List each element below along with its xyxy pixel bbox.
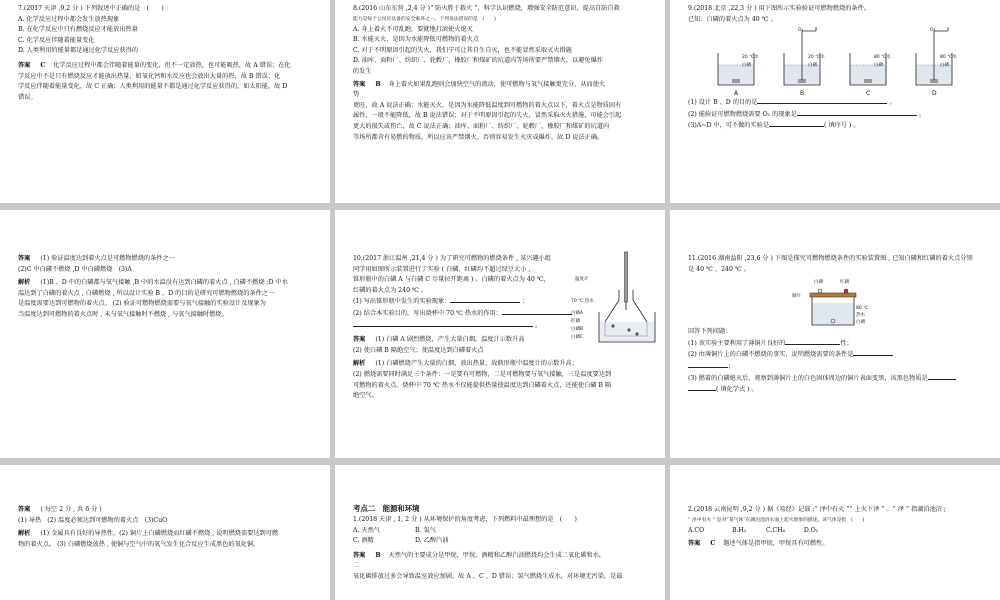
page-panel-6 (670, 210, 1000, 458)
answer-note: ( 每空 2 分 , 共 6 分 ) (40, 506, 102, 513)
q9-header: 9.(2018 北京 ,22,3 分 ) 用下图所示实验验证可燃物燃烧的条件。 (688, 5, 870, 12)
beaker-d-letter: D (932, 90, 937, 98)
explain-line: 天然气的主要成分是甲烷，甲烷、酒精和乙醇汽油燃烧均会生成二氧化碳和水， (388, 551, 606, 559)
q7-option-c: C. 化学反应伴随着能量变化 (18, 36, 95, 44)
page-panel-2 (335, 0, 665, 203)
explain-line: (1) 金属具有良好的导热性。(2) 铜片上白磷燃烧而红磷不燃烧 , 说明燃烧需要达到可燃 (40, 530, 279, 538)
beaker-b (784, 27, 825, 97)
explain-line: 势 (353, 91, 360, 99)
q11-part-1: (1) 该实验主要利用了薄铜片良好的 (688, 339, 786, 347)
explain-line: 是温度需要达到可燃物的着火点。 (2) 验证可燃物燃烧需要与氧气接触的实验设计及现象为 (18, 300, 266, 308)
q7-option-d: D. 人类利用的能量都是通过化学反应获得的 (18, 47, 139, 55)
explain-line: 更旺，故 A 说法正确；水能灭火，是因为水能降低温度到可燃物的着火点以下，着火点是物质固有 (353, 101, 622, 109)
beaker-d-gas: O₂ (930, 28, 936, 34)
q9-part-3: (3)A~D 中，可不做的实验是 (688, 122, 770, 130)
explain-line: 可燃物的着火点。烧杯中 70 ℃ 热水不仅能提供热量使温度达到白磷着火点，还能使白磷 B 隔 (353, 381, 612, 389)
white-a-label: 白磷A (571, 311, 584, 316)
answer-label: 答案 (688, 540, 701, 548)
q11-line: 是 40 ℃ 、240 ℃ 。 (688, 265, 750, 273)
explain-line: 氧化碳排放过多会导致温室效应加剧，故 A 、C 、D 错误；氢气燃烧生成水，对环境无污染，是最 (353, 572, 623, 580)
q1-option-a: A. 天然气 (353, 526, 380, 534)
q10-part-1: (1) 写出锥形瓶中发生的实验现象： (353, 298, 451, 306)
explain-label: 解析 (18, 279, 31, 287)
q10-line: 锥形瓶中的白磷 A 与白磷 C 尽量拉开距离 ) 。白磷的着火点为 40 ℃, (353, 276, 546, 284)
q1-option-c: C. 酒精 (353, 537, 374, 545)
white-c-label: 白磷C (571, 335, 584, 340)
flask-figure (571, 250, 661, 345)
answer-letter: C (710, 540, 716, 548)
explain-line: (2) 燃烧需要同时满足三个条件：一是要有可燃物，二是可燃物要与氧气接触，三是温度要达到 (353, 370, 612, 378)
copper-label: 铜片 (792, 294, 801, 300)
explain-line: 题述气体是指甲烷，甲烷具有可燃性。 (723, 540, 829, 548)
q8-header: 8.(2016 山东东营 ,2,4 分 )“ 防火胜于救火 ”，科学认识燃烧，增强安全防范意识，提高自防自救 (353, 5, 620, 12)
answer-line: (2) 使白磷 B 隔绝空气；使温度达到白磷着火点 (353, 346, 484, 354)
answer-label: 答案 (353, 551, 366, 559)
q11-line: 11.(2016 湖南益阳 ,23,6 分 ) 下图是探究可燃物燃烧条件的实验装置图 , 已知白磷和红磷的着火点分别 (688, 255, 973, 262)
q2-header: 2.(2018 云南昆明 ,9,2 分 ) 据《易经》记载 :“ 泽中有火 ”“ 上火下泽 ” 。“ 泽 ” 指湖泊池沼 ; (688, 506, 946, 513)
answer-letter: B (375, 551, 381, 559)
white-label: 白磷 (814, 280, 823, 286)
q8-subheader: 能力是每个公民应具备的安全素养之一。下列说法错误的是 ( ) (353, 16, 496, 22)
beaker-a-sublabel: 白磷 (742, 63, 751, 69)
q2-option-c: C.CH₄ (765, 526, 786, 534)
white2-label: 白磷 (856, 320, 865, 326)
answer-label: 答案 (18, 255, 31, 262)
explain-line: 物的着火点。 (3) 白磷燃烧放热 , 使铜与空气中的氧气发生化合反应生成黑色的氧化铜。 (18, 540, 260, 548)
beaker-b-gas: O₂ (798, 28, 804, 34)
q7-header: 7.(2017 天津 ,9,2 分 ) 下列叙述中正确的是 ( ) (18, 5, 164, 12)
answer-line: (2)C 中白磷不燃烧 ,D 中白磷燃烧 (3)A (18, 265, 132, 273)
q8-option-d: D. 油库、面粉厂、纺织厂、轮毂厂、橡胶厂和煤矿的坑道内等场所要严禁烟火，以避免爆炸 (353, 57, 603, 65)
q11-part-3b: ( 填化学式 ) 。 (716, 386, 758, 394)
q9-part-1: (1) 设计 B 、D 的目的是 (688, 99, 758, 107)
beaker-a (718, 53, 759, 97)
q2-option-b: B.H₂ (731, 526, 747, 534)
page-panel-5: 10.(2017 浙江温州 ,21,4 分 ) 为了研究可燃物的燃烧条件 , 某兴趣小组 同学用如图所示装置进行了实验 ( 白磷、红磷均不超过绿豆大小 , 锥形瓶中的白磷 A 与白磷 C 尽量拉开距离 ) 。白磷的着火点为 40 ℃, 红磷的着火点为 240 ℃ 。 (1) 写出锥形瓶中发生的实验现象： ； (2) 结合本实验目的，写出烧杯中 70 ℃ 热水的作用： 。 温度计 70 ℃ 热水 白磷A 红磷 白磷B 白磷C 答案 (1) 白磷 A 剧烈燃烧，产生大量白烟，温度计示数升高 (2) 使白磷 B 隔绝空气；使温度达到白磷着火点 解析 (1) 白磷燃烧产生大量的白烟，放出热量，故瓶形瓶中温度计的示数升高； (2) 燃烧需要同时满足三个条件：一是要有可燃物，二是可燃物要与氧气接触，三是温度要达到 可燃物的着火点。烧杯中 70 ℃ 热水不仅能提供热量使温度达到白磷着火点，还能使白磷 B 隔 绝空气。 (335, 210, 665, 458)
q9-part-2: (2) 能验证可燃物燃烧需要 O (688, 110, 768, 118)
explain-line: (1)B 、D 中的白磷都与氧气接触 ,B 中的水温没有达到白磷的着火点 , 白磷不燃烧 ;D 中水 (40, 279, 288, 287)
q2-subheader: “ 泽中有火 ” 是对“某气体”在湖泊池沼水面上起火现象的描述。该气体是指 ( ) (688, 517, 865, 523)
beaker-b-letter: B (800, 90, 805, 98)
beaker-d-label: 80 ℃水 (940, 55, 957, 61)
answer-label: 答案 (353, 336, 366, 344)
q10-part-2: (2) 结合本实验目的，写出烧杯中 70 ℃ 热水的作用： (353, 309, 502, 317)
beaker-figure (706, 25, 966, 97)
water-label: 热水 (856, 313, 865, 319)
beaker-d (916, 27, 957, 97)
q11-part-2: (2) 由薄铜片上的白磷不燃烧的事实，说明燃烧需要的条件是 (688, 351, 854, 359)
explain-line: 身上着火如果乱跑则会加快空气的流动，使可燃物与氧气接触更充分，从而使火 (388, 80, 606, 88)
beaker-c (850, 53, 891, 97)
q9-part-3b: ( 填序号 ) 。 (824, 122, 860, 130)
q10-line: 10.(2017 浙江温州 ,21,4 分 ) 为了研究可燃物的燃烧条件 , 某兴趣小组 (353, 255, 552, 262)
page-panel-9 (670, 465, 1000, 600)
answer-line: (1) 验证温度达到着火点是可燃物燃烧的条件之一 (40, 255, 175, 262)
answer-line: (1) 导热 (2) 温度必须达到可燃物的着火点 (3)CuO (18, 516, 168, 524)
explain-line: 化学反应过程中都会伴随着能量的变化，但不一定放热，也可能吸热，故 A 错误；在化 (53, 61, 291, 69)
red-label: 红磷 (571, 319, 580, 324)
answer-intro: 回答下列问题： (688, 328, 732, 336)
white-b-label: 白磷B (571, 327, 584, 332)
answer-label: 答案 (18, 506, 31, 513)
explain-line: 更大的损失或伤亡，故 C 说法正确；油库、面粉厂、纺织厂、轮毂厂、橡胶厂和煤矿的坑道内 (353, 122, 610, 130)
page-panel-3: 9.(2018 北京 ,22,3 分 ) 用下图所示实验验证可燃物燃烧的条件。 已知：白磷的着火点为 40 ℃ 。 20 ℃水 白磷 A O₂ 20 ℃水 白磷 B 80 ℃水 白磷 C O₂ 80 ℃水 白磷 D (1) 设计 B 、D 的目的是 。 (2) 能验证可燃物燃烧需要 O₂ 的现象是 。 (3)A~D 中，可不做的实验是 ( 填序号 ) 。 (670, 0, 1000, 203)
hot-water-label: 80 ℃ (856, 306, 869, 312)
explain-line: 绝空气。 (353, 392, 378, 400)
page-panel-4 (0, 210, 330, 458)
q8-option-b: B. 水能灭火，是因为水能降低可燃物的着火点 (353, 36, 480, 44)
explain-label: 解析 (353, 360, 366, 368)
answer-letter: B (375, 80, 381, 88)
explain-line: 错误。 (18, 93, 37, 101)
q8-option-c: C. 对于不明原因引起的失火，我们宁可让其自生自灭，也不能冒然采取灭火措施 (353, 46, 572, 54)
page-panel-8 (335, 465, 665, 600)
thermometer-label: 温度计 (575, 277, 589, 282)
explain-line: 温达到了白磷的着火点 , 白磷燃烧 , 所以设计实验 B 、D 的目的是研究可燃物燃烧的条件之一 (18, 289, 275, 297)
answer-letter: C (40, 61, 46, 69)
q8-option-d-cont: 的发生 (353, 67, 372, 75)
beaker-d-sublabel: 白磷 (940, 63, 949, 69)
q7-option-b: B. 在化学反应中只有燃烧反应才能放出热量 (18, 26, 138, 34)
explain-label: 解析 (18, 530, 31, 538)
beaker-b-sublabel: 白磷 (808, 63, 817, 69)
explain-line: (1) 白磷燃烧产生大量的白烟，放出热量，故瓶形瓶中温度计的示数升高； (375, 360, 578, 368)
answer-line: (1) 白磷 A 剧烈燃烧，产生大量白烟，温度计示数升高 (375, 336, 525, 344)
explain-line: 等场所都含有易燃的物质，所以应该严禁烟火，否则容易发生火灾或爆炸，故 D 说法正确。 (353, 133, 604, 141)
copper-plate-figure (788, 275, 878, 327)
q11-part-1b: 性； (840, 339, 853, 347)
q1-header: 1.(2018 天津 , 1, 2 分 ) 从环境保护的角度考虑，下列燃料中最理想的是 ( ) (353, 516, 577, 523)
beaker-a-letter: A (734, 90, 739, 98)
q11-part-3: (3) 燃着的白磷熄灭后，观察到薄铜片上的白色固体周边的铜片表面变黑，该黑色物质是 (688, 374, 928, 382)
red-label: 红磷 (840, 280, 849, 286)
q10-line: 红磷的着火点为 240 ℃ 。 (353, 286, 428, 294)
beaker-c-letter: C (866, 90, 871, 98)
q7-option-a: A. 化学反应过程中都会发生放热现象 (18, 15, 120, 23)
q11-part-2b: ； (728, 362, 735, 370)
answer-label: 答案 (18, 61, 31, 69)
beaker-b-label: 20 ℃水 (808, 55, 825, 61)
page-panel-1 (0, 0, 330, 203)
beaker-a-label: 20 ℃水 (742, 55, 759, 61)
explain-line: 当温度达到可燃物的着火点时 , 未与氧气接触时不燃烧 , 与氧气接触时燃烧。 (18, 310, 228, 318)
q1-option-d: D. 乙醇汽油 (414, 537, 449, 545)
answer-label: 答案 (353, 80, 366, 88)
section-title: 考点二 能源和环境 (353, 504, 420, 513)
hot-water-label: 70 ℃ 热水 (571, 299, 594, 304)
q8-option-a: A. 身上着火不可乱跑，要就地打滚使火熄灭 (353, 25, 473, 33)
page-panel-7 (0, 465, 330, 600)
beaker-c-sublabel: 白磷 (874, 63, 883, 69)
explain-line: 属性，一般不能降低，故 B 说法错误；对于不明原因引起的失火，冒然采取灭火措施，可能会引起 (353, 112, 622, 120)
q9-part-2b: 的现象是 (772, 110, 797, 118)
q1-option-b: B. 氢气 (414, 526, 436, 534)
q9-known: 已知：白磷的着火点为 40 ℃ 。 (688, 15, 777, 23)
q2-option-d: D.O₂ (803, 526, 819, 534)
q2-option-a: A.CO (688, 526, 705, 534)
explain-line: 二 (353, 562, 360, 570)
explain-line: 学反应中不是只有燃烧反应才能放出热量，如氧化钙和水反应也会放出大量的热，故 B 错误；化 (18, 72, 281, 80)
explain-line: 学反应伴随着能量变化，故 C 正确；人类利用的能量不都是通过化学反应获得的，如太阳能，故 D (18, 83, 288, 91)
beaker-c-label: 80 ℃水 (874, 55, 891, 61)
q10-line: 同学用如图所示装置进行了实验 ( 白磷、红磷均不超过绿豆大小 , (353, 265, 531, 273)
